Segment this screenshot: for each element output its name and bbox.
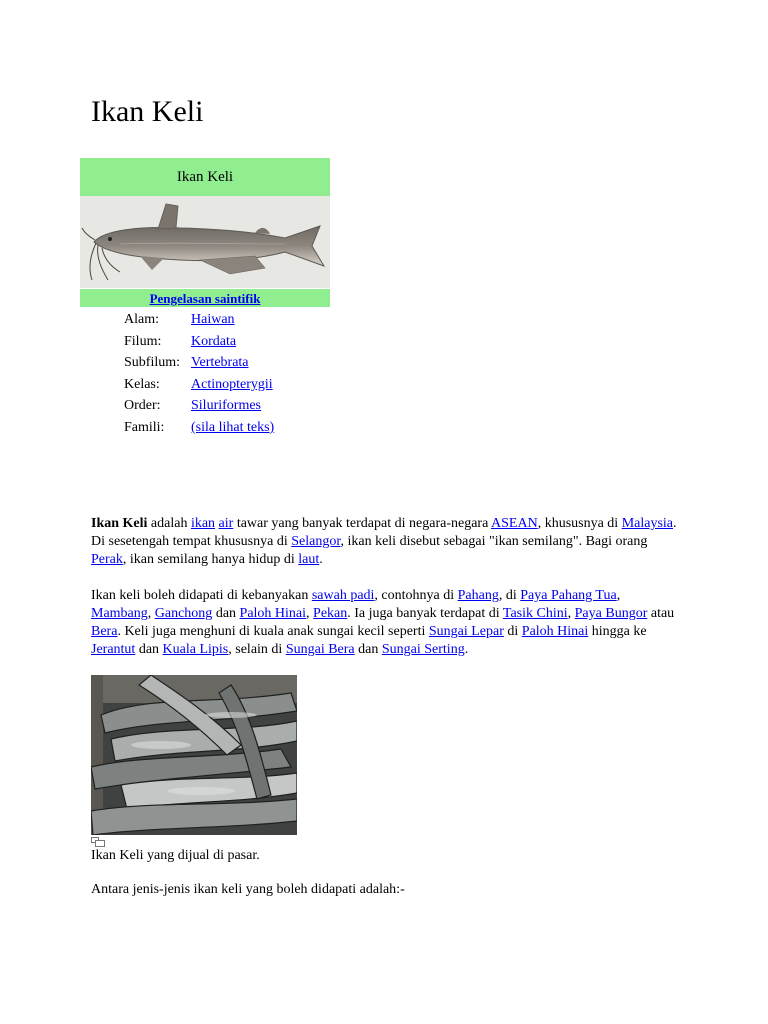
- text-run: , khususnya di: [537, 516, 622, 531]
- taxonomy-link[interactable]: Vertebrata: [191, 355, 249, 371]
- taxonomy-key: Alam:: [124, 312, 159, 327]
- catfish-pile-image: [91, 675, 297, 835]
- link-sungai-serting[interactable]: Sungai Serting: [381, 642, 465, 657]
- infobox-header: Ikan Keli: [80, 158, 330, 196]
- taxonomy-row-class: [80, 374, 330, 396]
- text-run: ,: [306, 606, 314, 621]
- taxonomy-key: Subfilum:: [124, 355, 181, 371]
- text-run: , di: [498, 588, 521, 603]
- link-pekan[interactable]: Pekan: [313, 606, 348, 621]
- catfish-image[interactable]: [80, 196, 330, 288]
- taxonomy-table: [80, 309, 330, 439]
- text-run: di: [503, 624, 522, 639]
- link-ikan[interactable]: ikan: [190, 516, 216, 531]
- text-run: ,: [616, 588, 621, 603]
- link-tasik-chini[interactable]: Tasik Chini: [502, 606, 568, 621]
- link-mambang[interactable]: Mambang: [91, 606, 148, 621]
- text-run: .: [319, 552, 323, 567]
- link-asean[interactable]: ASEAN: [491, 516, 538, 531]
- habitat-paragraph: [91, 587, 683, 659]
- text-run: . Ia juga banyak terdapat di: [347, 606, 503, 621]
- market-catfish-photo[interactable]: [91, 675, 297, 835]
- text-run: dan: [135, 642, 163, 657]
- magnify-icon[interactable]: [91, 836, 105, 846]
- photo-caption: Ikan Keli yang dijual di pasar.: [91, 848, 260, 863]
- link-kuala-lipis[interactable]: Kuala Lipis: [162, 642, 229, 657]
- text-run: , ikan keli disebut sebagai "ikan semilang". Bagi orang: [340, 534, 648, 549]
- infobox: [80, 158, 330, 439]
- text-run: dan: [212, 606, 240, 621]
- link-perak[interactable]: Perak: [91, 552, 123, 567]
- text-run: hingga ke: [588, 624, 647, 639]
- link-paloh-hinai-2[interactable]: Paloh Hinai: [521, 624, 589, 639]
- taxonomy-link[interactable]: (sila lihat teks): [191, 419, 275, 435]
- taxonomy-link[interactable]: Siluriformes: [191, 398, 261, 414]
- text-run: , selain di: [228, 642, 286, 657]
- link-air[interactable]: air: [218, 516, 234, 531]
- text-run: Ikan keli boleh didapati di kebanyakan: [91, 588, 312, 603]
- link-sungai-bera[interactable]: Sungai Bera: [285, 642, 355, 657]
- text-run: .: [464, 642, 469, 657]
- link-selangor[interactable]: Selangor: [291, 534, 341, 549]
- taxonomy-row-subphylum: [80, 352, 330, 374]
- taxonomy-key: Kelas:: [124, 376, 160, 392]
- text-run: atau: [647, 606, 675, 621]
- text-run: . Keli juga menghuni di kuala anak sungai kecil seperti: [117, 624, 429, 639]
- text-run: , ikan semilang hanya hidup di: [122, 552, 299, 567]
- taxonomy-key: Famili:: [124, 419, 165, 435]
- catfish-illustration: [80, 196, 330, 288]
- link-sawah-padi[interactable]: sawah padi: [311, 588, 375, 603]
- text-run: tawar yang banyak terdapat di negara-negara: [233, 516, 492, 531]
- taxonomy-link[interactable]: Kordata: [191, 333, 237, 349]
- link-paya-pahang-tua[interactable]: Paya Pahang Tua: [520, 588, 617, 603]
- intro-paragraph: [91, 515, 683, 569]
- link-malaysia[interactable]: Malaysia: [621, 516, 674, 531]
- taxonomy-link[interactable]: Haiwan: [191, 312, 235, 327]
- text-run: ,: [567, 606, 575, 621]
- taxonomy-link[interactable]: Actinopterygii: [191, 376, 273, 392]
- link-laut[interactable]: laut: [298, 552, 320, 567]
- text-run: , contohnya di: [374, 588, 458, 603]
- text-run: adalah: [147, 516, 191, 531]
- page-title: Ikan Keli: [91, 95, 204, 128]
- taxonomy-key: Order:: [124, 398, 161, 414]
- link-pahang[interactable]: Pahang: [457, 588, 499, 603]
- taxonomy-row-order: [80, 395, 330, 417]
- taxonomy-key: Filum:: [124, 333, 162, 349]
- text-run: dan: [354, 642, 382, 657]
- bold-term: Ikan Keli: [91, 516, 148, 531]
- scientific-classification-link[interactable]: Pengelasan saintifik: [149, 291, 261, 306]
- link-jerantut[interactable]: Jerantut: [91, 642, 136, 657]
- link-paya-bungor[interactable]: Paya Bungor: [574, 606, 648, 621]
- link-sungai-lepar[interactable]: Sungai Lepar: [428, 624, 504, 639]
- text-run: . Di sesetengah tempat khususnya di: [91, 516, 677, 549]
- scientific-classification-heading: [80, 289, 330, 307]
- taxonomy-row-kingdom: [80, 309, 330, 331]
- link-paloh-hinai[interactable]: Paloh Hinai: [239, 606, 307, 621]
- link-bera[interactable]: Bera: [91, 624, 118, 639]
- closing-paragraph: Antara jenis-jenis ikan keli yang boleh didapati adalah:-: [91, 882, 405, 897]
- taxonomy-row-phylum: [80, 331, 330, 353]
- text-run: ,: [147, 606, 155, 621]
- enlarge-icon: [91, 837, 105, 847]
- taxonomy-row-family: [80, 417, 330, 439]
- link-ganchong[interactable]: Ganchong: [154, 606, 213, 621]
